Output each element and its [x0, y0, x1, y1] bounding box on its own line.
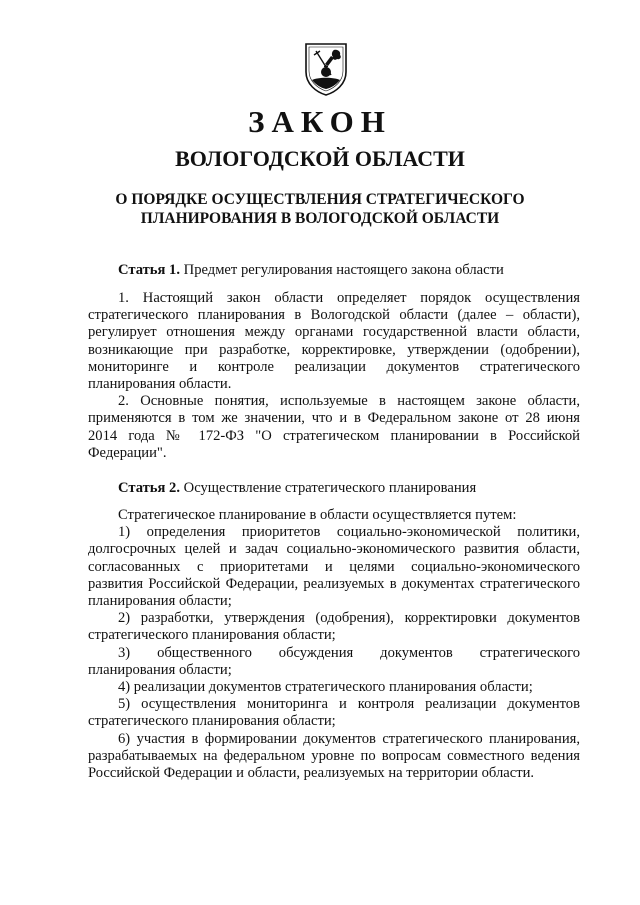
- text-line: мониторинге и контроле реализации документов стратегического: [88, 358, 580, 375]
- article-1-heading: [118, 262, 504, 279]
- article-2-label: Статья 2.: [118, 480, 180, 496]
- document-subtitle: [100, 190, 540, 228]
- text-line: согласованных с приоритетами и целями социально-экономического: [88, 558, 580, 575]
- text-line: возникающие при разработке, корректировке, утверждении (одобрении),: [88, 341, 580, 358]
- text-line: планирования области.: [88, 376, 232, 393]
- text-line: 3) общественного обсуждения документов стратегического: [118, 644, 580, 661]
- text-line: применяются в том же значении, что и в Федеральном законе от 28 июня: [88, 410, 580, 427]
- text-line: разрабатываемых на федеральном уровне по вопросам совместного ведения: [88, 747, 580, 764]
- text-line: планирования области;: [88, 661, 232, 678]
- article-1-body: [88, 290, 580, 462]
- text-line: 1) определения приоритетов социально-экономической политики,: [118, 524, 580, 541]
- text-line: развития Российской Федерации, реализуемых в документах стратегического: [88, 575, 580, 592]
- text-line: долгосрочных целей и задач социально-экономического развития области,: [88, 541, 580, 558]
- text-line: Стратегическое планирование в области осуществляется путем:: [118, 507, 517, 523]
- text-line: 2) разработки, утверждения (одобрения), корректировки документов: [118, 610, 580, 627]
- article-1-label: Статья 1.: [118, 262, 180, 278]
- document-title: ЗАКОН: [248, 104, 392, 139]
- text-line: стратегического планирования области;: [88, 627, 336, 644]
- text-line: 5) осуществления мониторинга и контроля реализации документов: [118, 696, 580, 713]
- vologda-coat-of-arms-icon: [304, 42, 348, 96]
- text-line: 6) участия в формировании документов стратегического планирования,: [118, 730, 580, 747]
- text-line: регулирует отношения между органами государственной власти области,: [88, 324, 580, 341]
- article-2-heading: [118, 480, 476, 497]
- subtitle-line: О ПОРЯДКЕ ОСУЩЕСТВЛЕНИЯ СТРАТЕГИЧЕСКОГО: [115, 191, 525, 208]
- article-2-title: Осуществление стратегического планирования: [183, 480, 477, 496]
- subtitle-line: ПЛАНИРОВАНИЯ В ВОЛОГОДСКОЙ ОБЛАСТИ: [140, 210, 500, 227]
- text-line: 1. Настоящий закон области определяет порядок осуществления: [118, 290, 580, 306]
- text-line: стратегического планирования области;: [88, 713, 336, 730]
- text-line: 4) реализации документов стратегического планирования области;: [118, 679, 533, 696]
- article-1-title: Предмет регулирования настоящего закона области: [183, 262, 504, 278]
- text-line: 2014 года № 172-ФЗ "О стратегическом планировании в Российской: [88, 427, 580, 444]
- article-2-body: [88, 507, 580, 782]
- text-line: стратегического планирования в Вологодской области (далее – области),: [88, 307, 580, 324]
- text-line: 2. Основные понятия, используемые в настоящем законе области,: [118, 393, 580, 410]
- text-line: Федерации".: [88, 444, 167, 461]
- text-line: Российской Федерации и области, реализуемых на территории области.: [88, 765, 535, 782]
- document-region: ВОЛОГОДСКОЙ ОБЛАСТИ: [175, 146, 465, 171]
- text-line: планирования области;: [88, 593, 232, 610]
